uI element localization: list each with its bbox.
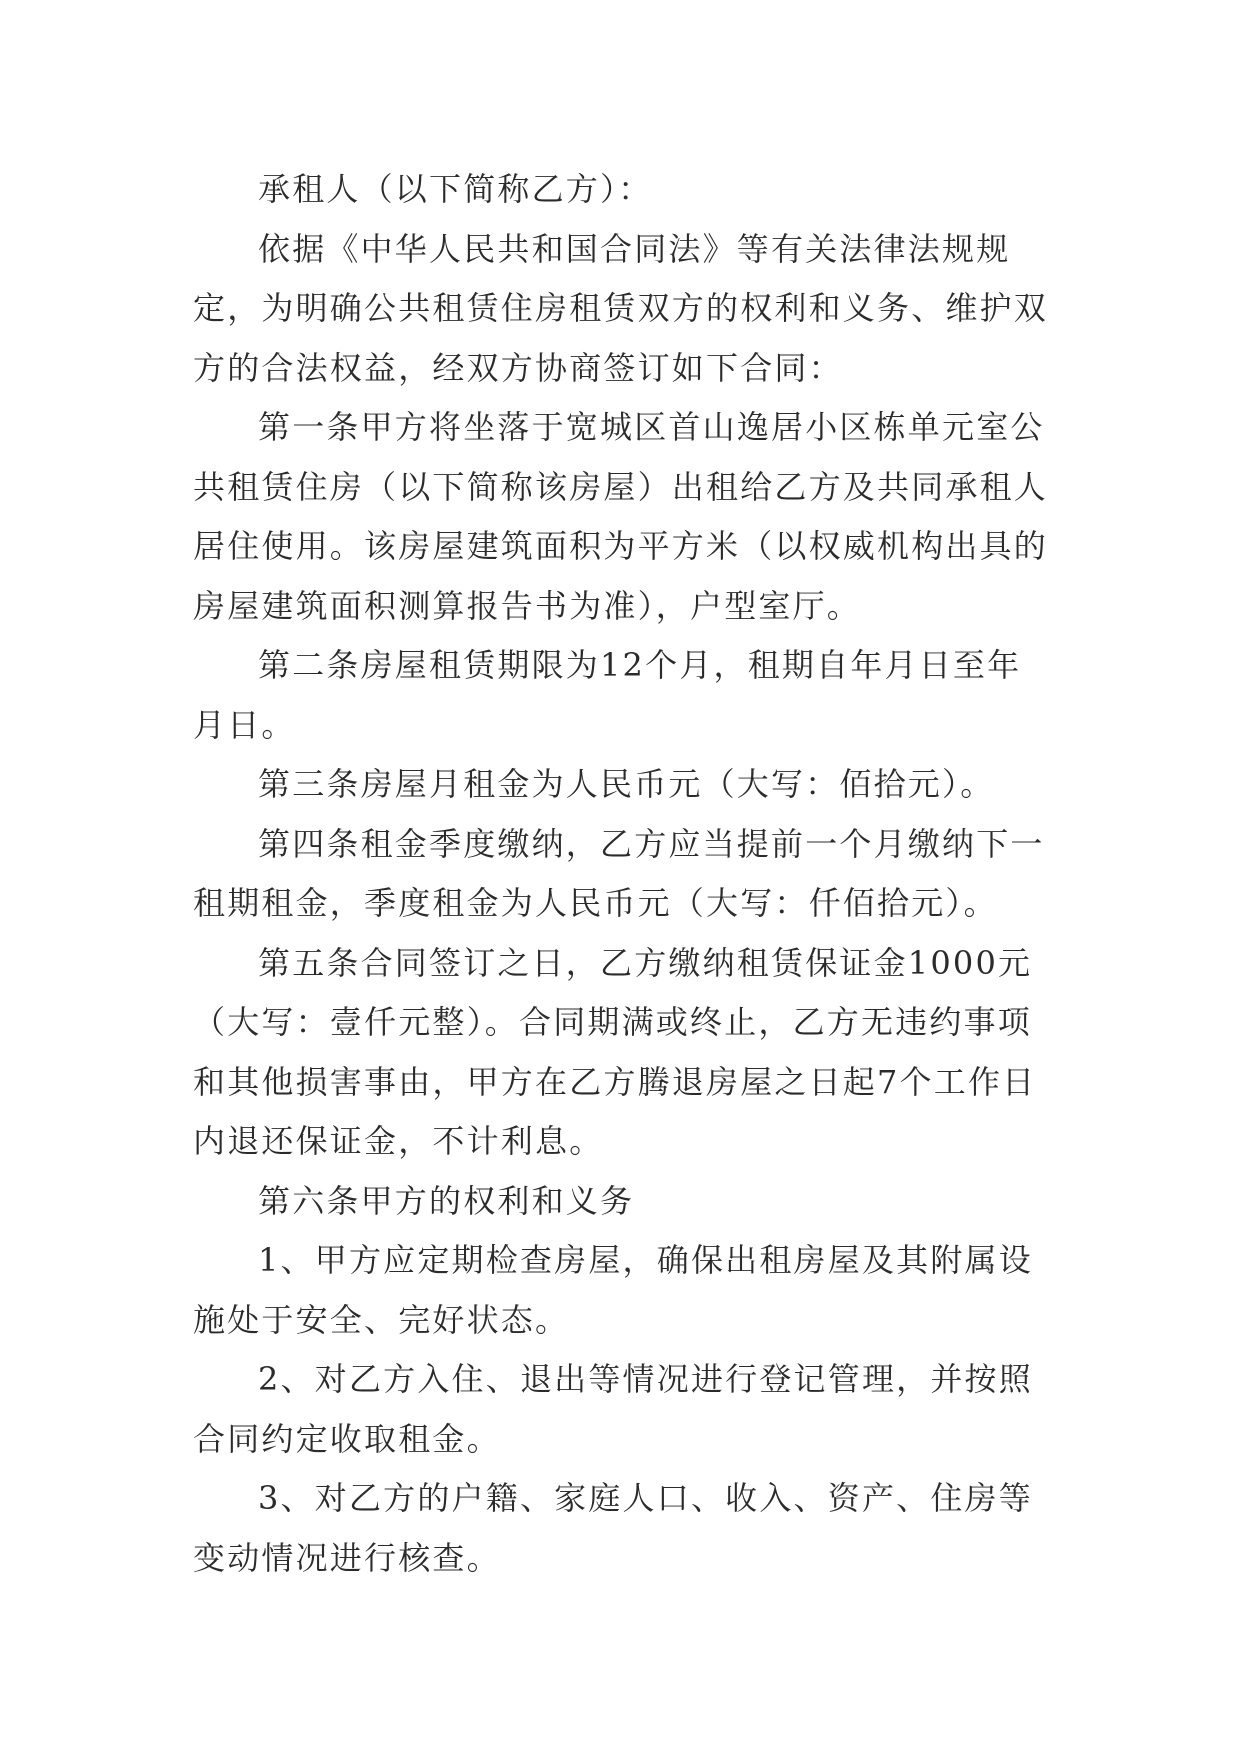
paragraph-article-4: 第四条租金季度缴纳，乙方应当提前一个月缴纳下一租期租金，季度租金为人民币元（大写：仟佰拾元）。 (193, 824, 1045, 922)
paragraph-article-6-item-1: 1、甲方应定期检查房屋，确保出租房屋及其附属设施处于安全、完好状态。 (193, 1241, 1033, 1339)
paragraph-article-1: 第一条甲方将坐落于宽城区首山逸居小区栋单元室公共租赁住房（以下简称该房屋）出租给乙方及共同承租人居住使用。该房屋建筑面积为平方米（以权威机构出具的房屋建筑面积测算报告书为准），户型室厅。 (193, 408, 1049, 625)
paragraph-article-6-item-2: 2、对乙方入住、退出等情况进行登记管理，并按照合同约定收取租金。 (193, 1360, 1033, 1458)
paragraph-article-2: 第二条房屋租赁期限为12个月，租期自年月日至年月日。 (193, 646, 1022, 744)
paragraph-article-5: 第五条合同签订之日，乙方缴纳租赁保证金1000元（大写：壹仟元整）。合同期满或终止，乙方无违约事项和其他损害事由，甲方在乙方腾退房屋之日起7个工作日内退还保证金，不计利息。 (193, 943, 1037, 1160)
paragraph-article-6-heading: 第六条甲方的权利和义务 (258, 1181, 635, 1220)
contract-body (193, 160, 1053, 1588)
paragraph-lessee-heading: 承租人（以下简称乙方）： (258, 170, 653, 208)
paragraph-legal-basis: 依据《中华人民共和国合同法》等有关法律法规规定，为明确公共租赁住房租赁双方的权利和义务、维护双方的合法权益，经双方协商签订如下合同： (193, 229, 1049, 387)
paragraph-article-3: 第三条房屋月租金为人民币元（大写：佰拾元）。 (258, 765, 995, 803)
paragraph-article-6-item-3: 3、对乙方的户籍、家庭人口、收入、资产、住房等变动情况进行核查。 (193, 1479, 1033, 1577)
